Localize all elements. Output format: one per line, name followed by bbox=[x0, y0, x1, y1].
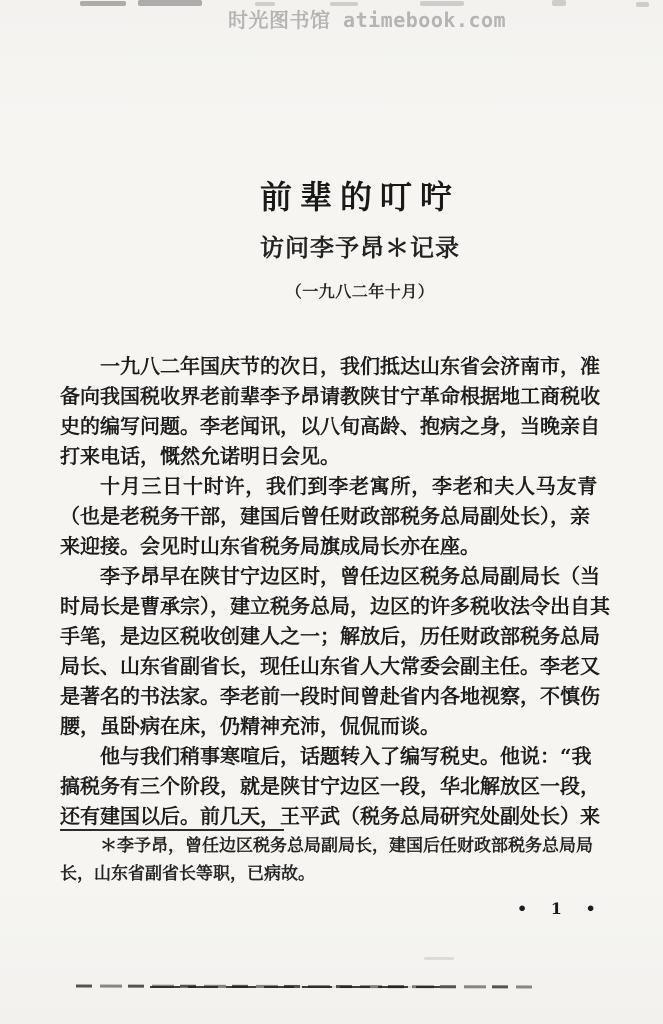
date-line: （一九八二年十月） bbox=[285, 282, 435, 301]
footnote-separator bbox=[60, 829, 284, 831]
scan-artifact-top bbox=[80, 1, 126, 6]
scan-artifact-top bbox=[636, 2, 649, 7]
text-line: 来迎接。会见时山东省税务局旗成局长亦在座。 bbox=[60, 534, 480, 558]
text-line: 十月三日十时许，我们到李老寓所，李老和夫人马友青 bbox=[100, 474, 598, 498]
text-line: 腰，虽卧病在床，仍精神充沛，侃侃而谈。 bbox=[60, 714, 440, 738]
scan-artifact-top bbox=[138, 0, 202, 6]
paragraph bbox=[60, 741, 600, 831]
watermark: 时光图书馆 atimebook.com bbox=[228, 8, 507, 32]
page-number: • 1 • bbox=[517, 899, 605, 918]
text-line: 局长、山东省副省长，现任山东省人大常委会副主任。李老又 bbox=[60, 654, 600, 678]
scan-artifact-top bbox=[255, 2, 275, 6]
text-line: 他与我们稍事寒喧后，话题转入了编写税史。他说：“我 bbox=[100, 744, 592, 768]
text-line: 搞税务有三个阶段，就是陕甘宁边区一段，华北解放区一段， bbox=[60, 774, 600, 798]
scan-artifact-top bbox=[552, 0, 566, 6]
text-line: 一九八二年国庆节的次日，我们抵达山东省会济南市，准 bbox=[100, 354, 600, 378]
page-title: 前辈的叮咛 bbox=[259, 178, 460, 216]
scan-artifact-top bbox=[420, 1, 464, 6]
footnote bbox=[60, 832, 600, 888]
scan-artifact-top bbox=[330, 2, 358, 6]
footnote-line: 长，山东省副省长等职，已病故。 bbox=[60, 864, 315, 884]
paragraph bbox=[60, 471, 600, 561]
article-body bbox=[60, 351, 610, 831]
text-line: （也是老税务干部，建国后曾任财政部税务总局副处长），亲 bbox=[60, 504, 590, 528]
paragraph bbox=[60, 561, 610, 741]
scan-artifact-smudge bbox=[424, 957, 454, 960]
text-line: 是著名的书法家。李老前一段时间曾赴省内各地视察，不慎伤 bbox=[60, 684, 600, 708]
scan-artifact-bottom bbox=[150, 986, 440, 988]
text-line: 手笔，是边区税收创建人之一；解放后，历任财政部税务总局 bbox=[60, 624, 600, 648]
text-line: 打来电话，慨然允诺明日会见。 bbox=[60, 444, 340, 468]
footnote-line: ＊李予昂，曾任边区税务总局副局长，建国后任财政部税务总局局 bbox=[100, 836, 593, 856]
paragraph bbox=[60, 351, 600, 471]
text-line: 史的编写问题。李老闻讯，以八旬高龄、抱病之身，当晚亲自 bbox=[60, 414, 600, 438]
subtitle: 访问李予昂＊记录 bbox=[260, 233, 460, 262]
text-line: 还有建国以后。前几天，王平武（税务总局研究处副处长）来 bbox=[60, 804, 600, 828]
text-line: 备向我国税收界老前辈李予昂请教陕甘宁革命根据地工商税收 bbox=[60, 384, 600, 408]
text-line: 时局长是曹承宗），建立税务总局，边区的许多税收法令出自其 bbox=[60, 594, 610, 618]
text-line: 李予昂早在陕甘宁边区时，曾任边区税务总局副局长（当 bbox=[100, 564, 600, 588]
